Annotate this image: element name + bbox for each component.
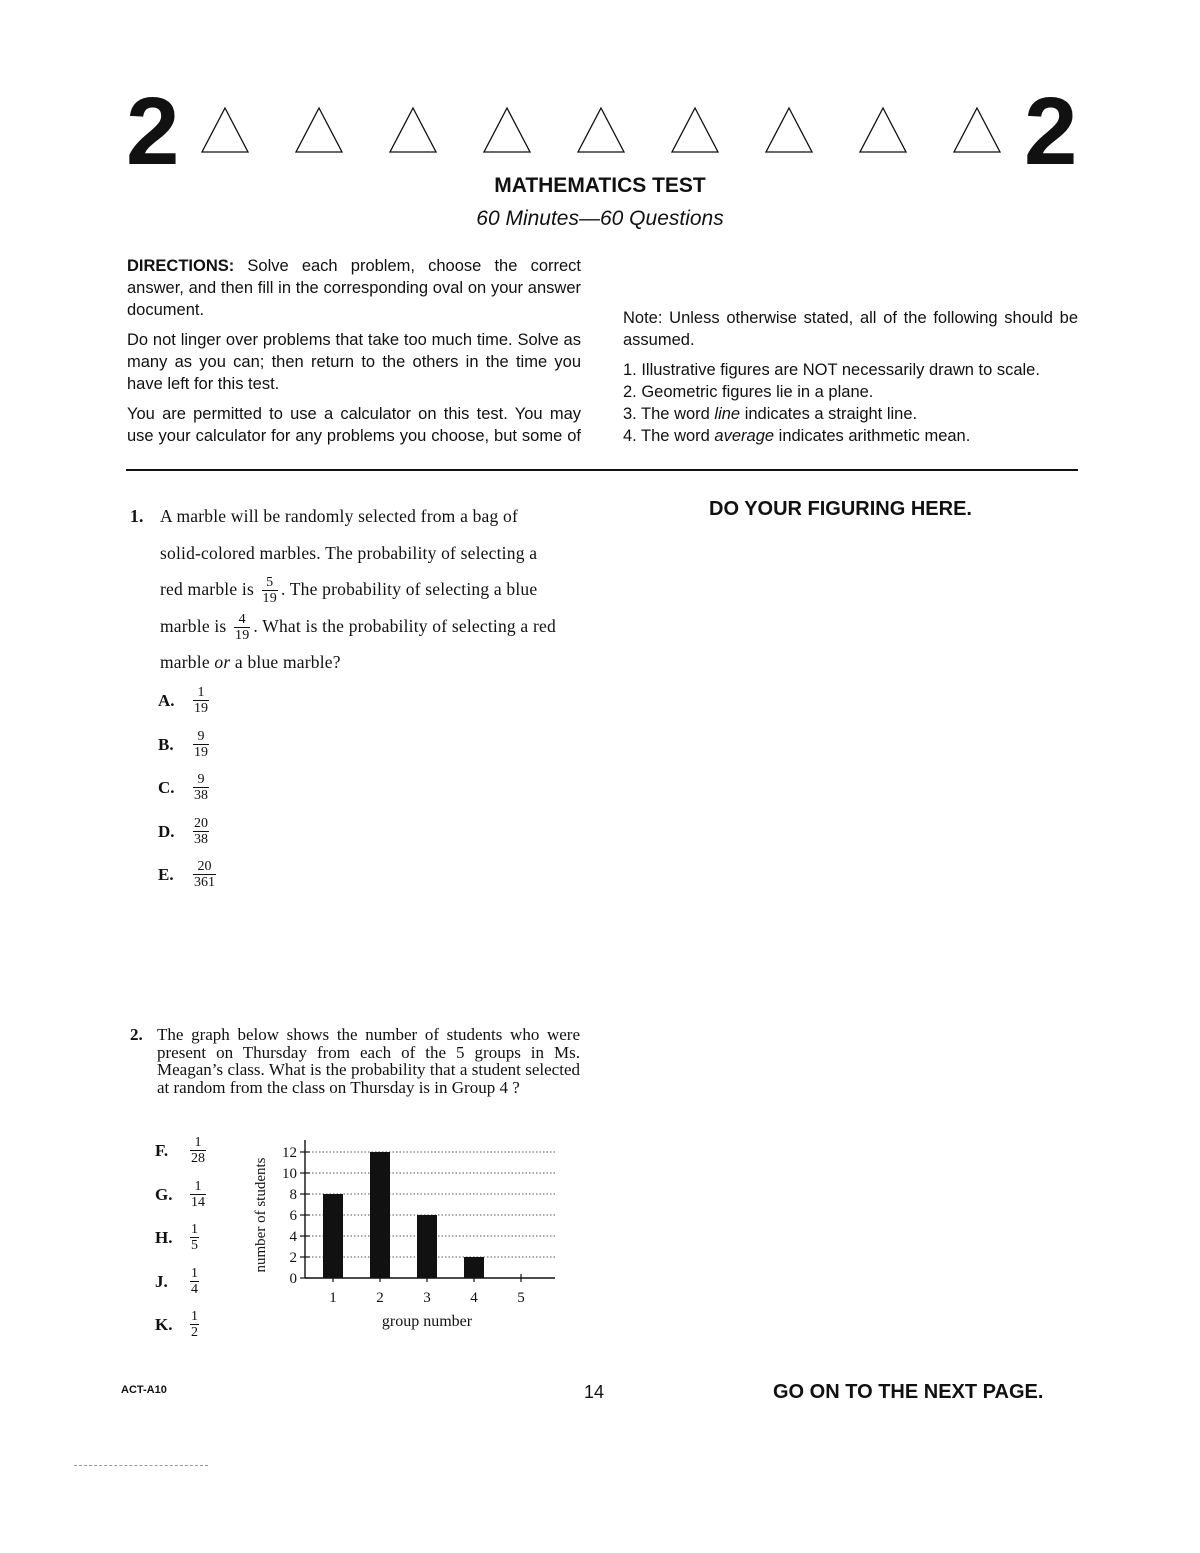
answer-option-b[interactable]: B. $\frac{9}{19}$ xyxy=(158,729,208,760)
bar-chart xyxy=(240,1130,570,1340)
directions-left xyxy=(127,255,581,455)
directions-label: DIRECTIONS: xyxy=(127,257,235,275)
scan-artifact-line xyxy=(74,1465,208,1466)
q2-text: The graph below shows the number of students who were present on Thursday from each of the 5 groups in Ms. Meagan’s class. What is the probability that a student selected at random from the class on Thursday is in Group 4 ? xyxy=(157,1025,580,1097)
test-title: MATHEMATICS TEST xyxy=(494,174,706,197)
q1-line: marble is $\frac{4}{19}$ . What is the probability of selecting a red xyxy=(160,611,556,643)
triangle-icon xyxy=(670,106,720,154)
y-tick-label: 2 xyxy=(289,1250,297,1266)
test-subtitle: 60 Minutes—60 Questions xyxy=(476,207,724,230)
q1-line: 1. A marble will be randomly selected from a bag of xyxy=(130,498,590,535)
x-tick-label: 1 xyxy=(329,1290,337,1306)
x-tick-label: 5 xyxy=(517,1290,525,1306)
triangle-icon xyxy=(294,106,344,154)
answer-option-k[interactable]: K. $\frac{1}{2}$ xyxy=(155,1309,198,1340)
fraction-blue: $\frac{4}{19}$ xyxy=(235,611,250,643)
triangle-icon xyxy=(764,106,814,154)
directions-p2: Do not linger over problems that take too much time. Solve as many as you can; then return to the others in the time you have left for this test. xyxy=(127,331,581,393)
x-tick-label: 2 xyxy=(376,1290,384,1306)
directions-p3-continued xyxy=(623,255,1078,299)
triangle-icon xyxy=(576,106,626,154)
assumption-item: 1. Illustrative figures are NOT necessarily drawn to scale. xyxy=(623,361,1040,379)
answer-option-c[interactable]: C. $\frac{9}{38}$ xyxy=(158,772,208,803)
section-divider xyxy=(126,469,1078,471)
bar-group-1 xyxy=(323,1194,343,1278)
question-number: 2. xyxy=(130,1025,143,1044)
directions-note: Note: Unless otherwise stated, all of the following should be assumed. xyxy=(623,309,1078,349)
section-number-right: 2 xyxy=(1024,78,1078,185)
question-number: 1. xyxy=(130,506,144,526)
form-code: ACT-A10 xyxy=(121,1384,167,1396)
assumption-list xyxy=(623,359,1078,447)
question-2 xyxy=(130,1026,580,1096)
answer-option-h[interactable]: H. $\frac{1}{5}$ xyxy=(155,1222,198,1253)
triangle-icon xyxy=(200,106,250,154)
answer-option-g[interactable]: G. $\frac{1}{14}$ xyxy=(155,1179,205,1210)
y-tick-label: 10 xyxy=(282,1166,297,1182)
q1-line: marble or a blue marble? xyxy=(160,652,341,672)
y-tick-label: 8 xyxy=(289,1187,297,1203)
q1-line: solid-colored marbles. The probability of selecting a xyxy=(160,542,538,563)
section-number-left: 2 xyxy=(126,78,180,185)
bar-group-3 xyxy=(417,1215,437,1278)
q1-line: red marble is $\frac{5}{19}$ . The probability of selecting a blue xyxy=(160,575,538,607)
triangle-icon xyxy=(952,106,1002,154)
answer-option-j[interactable]: J. $\frac{1}{4}$ xyxy=(155,1266,198,1297)
fraction-red: $\frac{5}{19}$ xyxy=(262,575,277,607)
directions-p3: You are permitted to use a calculator on this test. You may use your calculator for any problems you choose, but some of xyxy=(127,405,581,445)
answer-option-a[interactable]: A. $\frac{1}{19}$ xyxy=(158,685,208,716)
answer-option-d[interactable]: D. $\frac{20}{38}$ xyxy=(158,816,208,847)
triangle-icon xyxy=(388,106,438,154)
y-tick-label: 6 xyxy=(289,1208,297,1224)
bar-group-2 xyxy=(370,1152,390,1278)
x-axis-label: group number xyxy=(381,1313,473,1330)
directions-p1 xyxy=(127,255,581,321)
assumption-item: 3. The word line indicates a straight line. xyxy=(623,405,918,423)
y-tick-label: 4 xyxy=(289,1229,297,1245)
x-tick-label: 4 xyxy=(470,1290,478,1306)
answer-option-f[interactable]: F. $\frac{1}{28}$ xyxy=(155,1135,205,1166)
y-tick-label: 0 xyxy=(289,1271,297,1287)
figuring-label: DO YOUR FIGURING HERE. xyxy=(709,498,972,520)
question-1 xyxy=(130,498,590,681)
triangle-icon xyxy=(858,106,908,154)
y-axis-label: number of students xyxy=(253,1157,269,1273)
assumption-item: 4. The word average indicates arithmetic mean. xyxy=(623,427,971,445)
directions-right xyxy=(623,255,1078,447)
directions-p1-text: Solve each problem, choose the correct answer, and then fill in the corresponding oval on your answer document. xyxy=(127,257,581,319)
x-tick-label: 3 xyxy=(423,1290,431,1306)
answer-option-e[interactable]: E. $\frac{20}{361}$ xyxy=(158,859,215,890)
page-number: 14 xyxy=(584,1382,605,1402)
triangle-icon xyxy=(482,106,532,154)
y-tick-label: 12 xyxy=(282,1145,297,1161)
next-page-label: GO ON TO THE NEXT PAGE. xyxy=(773,1381,1044,1403)
assumption-item: 2. Geometric figures lie in a plane. xyxy=(623,383,874,401)
